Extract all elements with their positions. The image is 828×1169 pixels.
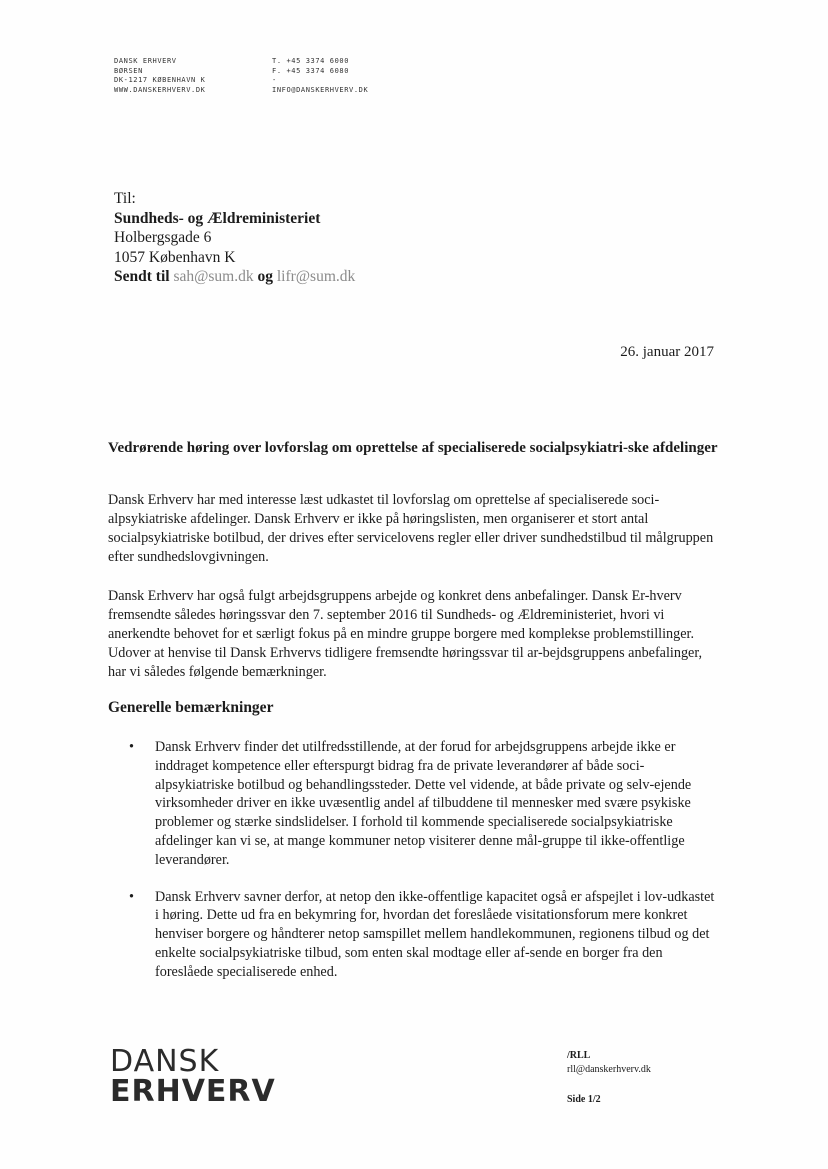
bullet-dot-icon: •: [129, 739, 134, 755]
bullet-dot-icon: •: [129, 888, 134, 905]
recipient-name: Sundheds- og Ældreministeriet: [114, 209, 321, 227]
paragraph-2: Dansk Erhverv har også fulgt arbejdsgruppens arbejde og konkret dens anbefalinger. Dansk Er-hverv fremsendte således høringssvar den 7. september 2016 til Sundheds- og Ældreministeriet, hvori vi anerkendte behovet for et særligt fokus på en mindre gruppe borgere med komplekse problemstillinger. Udover at henvise til Dansk Erhvervs tidligere fremsendte høringssvar til ar-bejdsgruppens anbefalinger, har vi således følgende bemærkninger.: [108, 588, 703, 680]
letterhead-address: [114, 57, 205, 95]
letterhead-dash: -: [272, 76, 277, 84]
letterhead-website: WWW.DANSKERHVERV.DK: [114, 85, 206, 94]
bullet-list: [108, 738, 720, 1000]
letterhead-building: BØRSEN: [114, 66, 143, 75]
recipient-email-link-1[interactable]: sah@sum.dk: [173, 268, 254, 285]
bullet-text-1: Dansk Erhverv finder det utilfredsstillende, at der forud for arbejdsgruppens arbejde ikke er inddraget kompetence eller efterspurgt bidrag fra de private leverandører af både soci-alpsykiatriske botilbud og behandlingssteder. Dette vel vidende, at både private og selv-ejende virksomheder driver en ikke uvæsentlig andel af tilbuddene til mennesker med svære psykiske problemer og stærke sindslidelser. I forhold til kommende specialiserede socialpsykiatriske afdelinger kan vi se, at mange kommuner netop visiterer denne mål-gruppe til ikke-offentlige leverandører.: [155, 739, 692, 868]
recipient-city: 1057 København K: [114, 248, 236, 266]
footer-email[interactable]: rll@danskerhverv.dk: [567, 1064, 651, 1075]
recipient-email-link-2[interactable]: lifr@sum.dk: [276, 268, 356, 285]
recipient-block: [114, 189, 355, 287]
letterhead-company: DANSK ERHVERV: [114, 57, 177, 65]
bullet-item-1: [108, 738, 720, 870]
letterhead-email: INFO@DANSKERHVERV.DK: [272, 85, 369, 94]
letterhead-phone: T. +45 3374 6000: [272, 57, 350, 65]
letter-date: 26. januar 2017: [620, 344, 714, 360]
footer-info: [567, 1049, 651, 1107]
logo-line-1: DANSK: [110, 1044, 220, 1079]
bullet-item-2: [108, 888, 720, 982]
footer-initials: /RLL: [567, 1050, 591, 1061]
section-heading: Generelle bemærkninger: [108, 699, 274, 716]
paragraph-1: Dansk Erhverv har med interesse læst udkastet til lovforslag om oprettelse af specialiserede soci-alpsykiatriske afdelinger. Dansk Erhverv er ikke på høringslisten, men organiserer et stort antal socialpsykiatriske botilbud, der drives efter servicelovens regler eller driver sundhedstilbud til målgruppen efter sundhedslovgivningen.: [108, 492, 714, 565]
bullet-text-2: Dansk Erhverv savner derfor, at netop den ikke-offentlige kapacitet også er afspejlet i lov-udkastet i høring. Dette ud fra en bekymring for, hvordan det foreslåede visitationsforum mere konkret henviser borgere og håndterer netop samspillet mellem handlekommunen, regionens tilbud og det enkelte socialpsykiatriske tilbud, som enten skal modtage eller af-sende en borger fra den foreslåede specialiserede enhed.: [155, 888, 715, 980]
letterhead-contact: [272, 57, 368, 95]
sent-to-and: og: [257, 268, 273, 285]
recipient-street: Holbergsgade 6: [114, 229, 212, 246]
recipient-sent-line: [114, 267, 355, 287]
page-number: Side 1/2: [567, 1094, 601, 1105]
logo-line-2: ERHVERV: [110, 1074, 276, 1109]
recipient-to-label: Til:: [114, 190, 136, 207]
letterhead-postal: DK-1217 KØBENHAVN K: [114, 76, 206, 84]
letter-subject: Vedrørende høring over lovforslag om oprettelse af specialiserede socialpsykiatri-ske afdelinger: [108, 440, 718, 456]
dansk-erhverv-logo: [110, 1044, 276, 1109]
letterhead-fax: F. +45 3374 6080: [272, 66, 350, 75]
sent-to-label: Sendt til: [114, 268, 170, 285]
